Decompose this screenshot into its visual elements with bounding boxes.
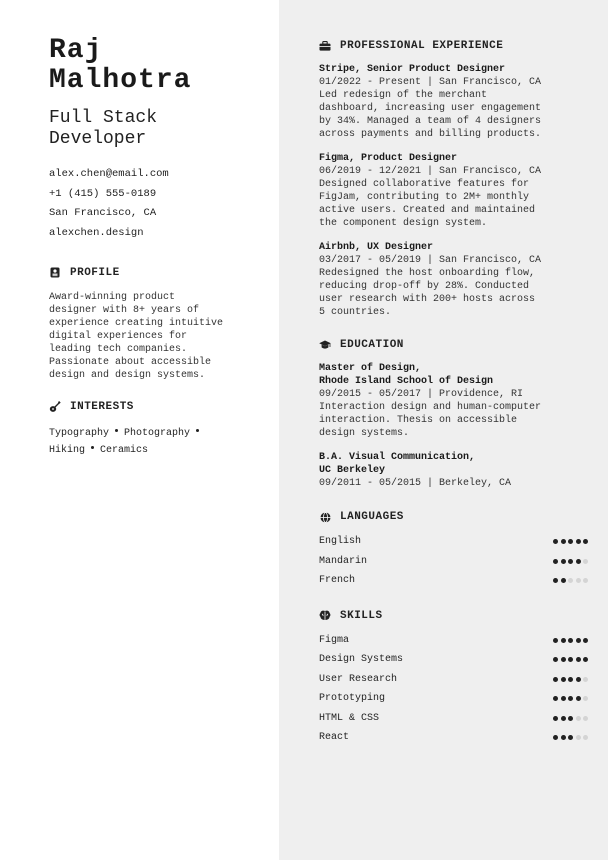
rating-dot-filled [576, 657, 581, 662]
interest-item: Photography [124, 427, 191, 439]
rating-dot-empty [583, 716, 588, 721]
description-line: 5 countries. [319, 307, 392, 318]
rating-dot-filled [568, 638, 573, 643]
rating-dot-empty [583, 578, 588, 583]
language-row-label: French [319, 575, 356, 587]
rating-dot-filled [568, 559, 573, 564]
rating-dot-filled [561, 578, 566, 583]
entry-title-line: Master of Design, [319, 363, 422, 374]
interest-item: Ceramics [100, 444, 149, 456]
rating-dot-filled [583, 657, 588, 662]
rating-dot-filled [576, 559, 581, 564]
rating-dot-filled [568, 716, 573, 721]
candidate-name [49, 36, 259, 96]
interests-section [49, 401, 259, 459]
description-line: dashboard, increasing user engagement [319, 103, 542, 114]
skill-row-label: React [319, 732, 350, 744]
profile-line: leading tech companies. [49, 343, 188, 355]
description-line: Redesigned the host onboarding flow, [319, 268, 536, 279]
description-line: interaction. Thesis on accessible [319, 415, 518, 426]
experience-heading [319, 40, 588, 52]
location-text: San Francisco, CA [49, 207, 157, 219]
profile-heading-label: PROFILE [70, 266, 120, 279]
description-line: across payments and billing products. [319, 129, 542, 140]
skill-row-label: User Research [319, 673, 398, 685]
interests-list [49, 425, 259, 459]
education-section [319, 339, 588, 490]
briefcase-icon [319, 40, 331, 52]
interests-row [49, 425, 259, 442]
rating-dot-empty [576, 578, 581, 583]
description-line: Led redesign of the merchant [319, 90, 488, 101]
rating-dot-filled [561, 677, 566, 682]
description-line: active users. Created and maintained [319, 205, 536, 216]
rating-dot-filled [561, 716, 566, 721]
rating-dot-filled [553, 716, 558, 721]
rating-dots [551, 696, 589, 701]
profile-line: designer with 8+ years of [49, 304, 200, 316]
rating-dot-filled [576, 638, 581, 643]
skill-row [319, 670, 588, 690]
rating-dot-empty [583, 696, 588, 701]
experience-section [319, 40, 588, 319]
profile-line: design and design systems. [49, 369, 206, 381]
rating-dots [551, 735, 589, 740]
rating-dots [551, 539, 589, 544]
interests-heading-label: INTERESTS [70, 400, 134, 413]
rating-dot-filled [553, 696, 558, 701]
rating-dot-filled [561, 559, 566, 564]
skill-row-label: Design Systems [319, 654, 404, 666]
phone-number: +1 (415) 555-0189 [49, 187, 157, 200]
education-entry [319, 362, 588, 440]
entry-description [319, 401, 588, 440]
description-line: FigJam, contributing to 2M+ monthly [319, 192, 530, 203]
rating-dot-filled [568, 539, 573, 544]
rating-dot-filled [568, 657, 573, 662]
interests-heading [49, 401, 259, 413]
skill-row [319, 650, 588, 670]
bullet-dot [196, 429, 199, 432]
rating-dots [551, 578, 589, 583]
rating-dot-filled [576, 696, 581, 701]
first-name: Raj [49, 35, 103, 66]
globe-icon [319, 511, 331, 523]
language-row [319, 552, 588, 572]
rating-dot-filled [553, 677, 558, 682]
entry-description [319, 178, 588, 230]
job-title-line: Developer [49, 129, 147, 149]
rating-dot-empty [576, 716, 581, 721]
entry-title-line: Rhode Island School of Design [319, 376, 494, 387]
rating-dot-filled [568, 696, 573, 701]
skill-row-label: Figma [319, 634, 350, 646]
skills-heading [319, 610, 588, 622]
description-line: the component design system. [319, 218, 488, 229]
rating-dot-filled [583, 638, 588, 643]
entry-title-line: UC Berkeley [319, 465, 386, 476]
skill-row [319, 728, 588, 748]
brain-icon [319, 610, 331, 622]
rating-dots [551, 559, 589, 564]
rating-dot-empty [568, 578, 573, 583]
job-title [49, 108, 259, 150]
languages-heading [319, 511, 588, 523]
skill-row-label: Prototyping [319, 693, 386, 705]
language-row-label: Mandarin [319, 555, 368, 567]
job-title-line: Full Stack [49, 108, 158, 128]
rating-dot-filled [561, 735, 566, 740]
email-link[interactable]: alex.chen@email.com [49, 168, 169, 180]
skills-section [319, 610, 588, 748]
rating-dot-filled [583, 539, 588, 544]
skill-row [319, 631, 588, 651]
description-line: Designed collaborative features for [319, 179, 530, 190]
entry-title: Stripe, Senior Product Designer [319, 64, 506, 75]
website-link[interactable]: alexchen.design [49, 226, 144, 239]
entry-meta: 09/2011 - 05/2015 | Berkeley, CA [319, 478, 512, 489]
rating-dots [551, 657, 589, 662]
rating-dot-filled [553, 638, 558, 643]
entry-title: Airbnb, UX Designer [319, 242, 434, 253]
rating-dot-filled [561, 638, 566, 643]
entry-meta: 09/2015 - 05/2017 | Providence, RI [319, 389, 524, 400]
rating-dot-filled [576, 677, 581, 682]
graduation-cap-icon [319, 339, 331, 351]
skill-row [319, 709, 588, 729]
entry-title-line: B.A. Visual Communication, [319, 452, 476, 463]
experience-entry [319, 63, 588, 141]
rating-dot-filled [561, 539, 566, 544]
profile-heading [49, 267, 259, 279]
rating-dot-filled [553, 559, 558, 564]
experience-entry [319, 152, 588, 230]
education-heading [319, 339, 588, 351]
last-name: Malhotra [49, 65, 192, 96]
right-column [279, 0, 608, 860]
languages-section [319, 511, 588, 591]
rating-dot-filled [561, 657, 566, 662]
guitar-icon [49, 401, 61, 413]
rating-dot-filled [568, 677, 573, 682]
bullet-dot [115, 429, 118, 432]
skills-list [319, 631, 588, 748]
profile-line: digital experiences for [49, 330, 188, 342]
education-entry [319, 451, 588, 490]
entry-title: Figma, Product Designer [319, 153, 458, 164]
contact-info [49, 168, 259, 240]
entry-meta: 01/2022 - Present | San Francisco, CA [319, 77, 542, 88]
rating-dot-filled [553, 578, 558, 583]
rating-dot-empty [576, 735, 581, 740]
education-heading-label: EDUCATION [340, 339, 404, 351]
entry-meta: 03/2017 - 05/2019 | San Francisco, CA [319, 255, 542, 266]
profile-line: Passionate about accessible [49, 356, 212, 368]
id-badge-icon [49, 267, 61, 279]
experience-heading-label: PROFESSIONAL EXPERIENCE [340, 40, 504, 52]
skill-row [319, 689, 588, 709]
skills-heading-label: SKILLS [340, 609, 383, 622]
experience-entry [319, 241, 588, 319]
left-column [0, 0, 279, 860]
rating-dots [551, 716, 589, 721]
bullet-dot [91, 446, 94, 449]
interests-row [49, 442, 259, 459]
profile-line: experience creating intuitive [49, 317, 224, 329]
description-line: by 34%. Managed a team of 4 designers [319, 116, 542, 127]
rating-dot-filled [553, 735, 558, 740]
rating-dot-empty [583, 559, 588, 564]
entry-title [319, 362, 588, 388]
rating-dots [551, 638, 589, 643]
rating-dot-filled [553, 539, 558, 544]
rating-dots [551, 677, 589, 682]
rating-dot-filled [568, 735, 573, 740]
entry-meta: 06/2019 - 12/2021 | San Francisco, CA [319, 166, 542, 177]
rating-dot-filled [553, 657, 558, 662]
entry-description [319, 267, 588, 319]
description-line: reducing drop-off by 28%. Conducted [319, 281, 530, 292]
entry-description [319, 89, 588, 141]
skill-row-label: HTML & CSS [319, 712, 380, 724]
languages-heading-label: LANGUAGES [340, 511, 404, 523]
rating-dot-filled [576, 539, 581, 544]
language-row-label: English [319, 536, 362, 548]
description-line: user research with 200+ hosts across [319, 294, 536, 305]
interest-item: Typography [49, 427, 110, 439]
rating-dot-filled [561, 696, 566, 701]
rating-dot-empty [583, 735, 588, 740]
description-line: Interaction design and human-computer [319, 402, 542, 413]
language-row [319, 571, 588, 591]
description-line: design systems. [319, 428, 410, 439]
entry-title [319, 451, 588, 477]
profile-line: Award-winning product [49, 291, 176, 303]
languages-list [319, 532, 588, 591]
language-row [319, 532, 588, 552]
profile-section [49, 267, 259, 382]
interest-item: Hiking [49, 444, 86, 456]
rating-dot-empty [583, 677, 588, 682]
profile-summary [49, 291, 259, 382]
